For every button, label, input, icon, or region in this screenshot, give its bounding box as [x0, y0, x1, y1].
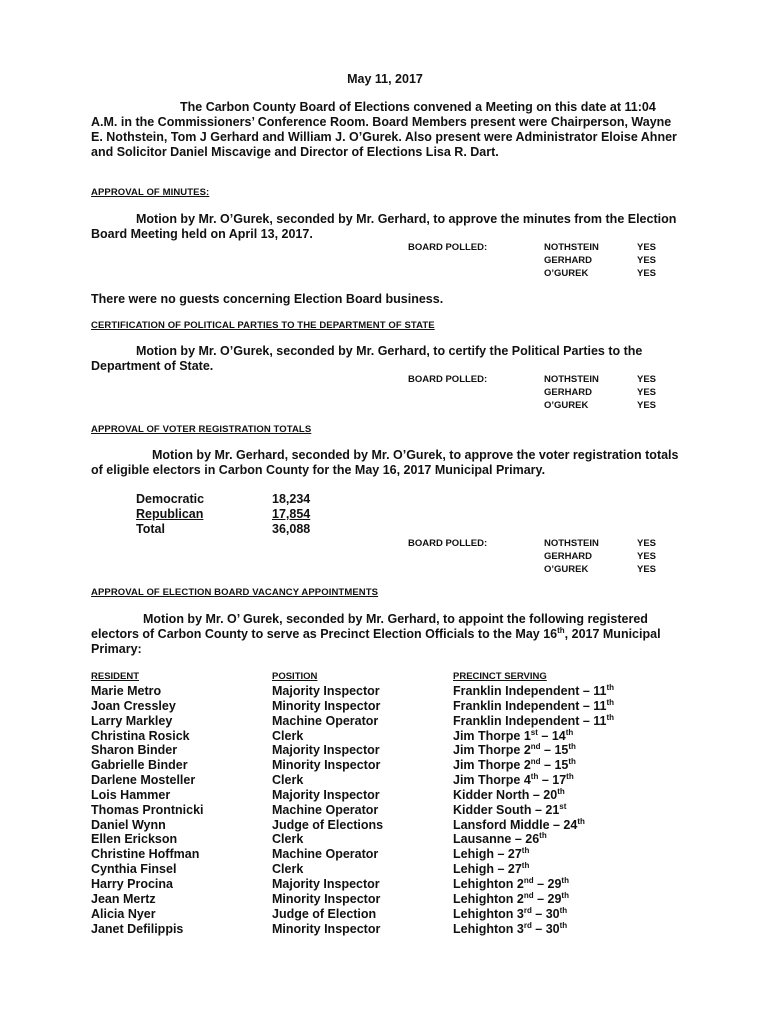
precinct-serving — [453, 743, 576, 757]
position-title: Minority Inspector — [272, 921, 381, 936]
precinct-serving — [453, 922, 567, 936]
precinct-text: – 15 — [540, 758, 569, 773]
precinct-serving — [453, 907, 567, 921]
precinct-serving — [453, 684, 614, 698]
ordinal-suffix: th — [568, 742, 576, 752]
heading-voter-registration: APPROVAL OF VOTER REGISTRATION TOTALS — [91, 424, 312, 435]
poll-vote: YES — [637, 374, 657, 385]
ordinal-suffix: th — [557, 626, 565, 635]
table-row — [91, 788, 691, 803]
precinct-text: Franklin Independent – 11 — [453, 684, 607, 698]
resident-name: Thomas Prontnicki — [91, 802, 204, 817]
table-row — [91, 847, 691, 862]
table-row — [91, 773, 691, 788]
table-row — [91, 729, 691, 744]
poll-row — [544, 374, 668, 387]
ordinal-suffix: th — [606, 683, 615, 692]
table-row — [91, 892, 691, 907]
table-row — [91, 803, 691, 818]
precinct-text: – 29 — [533, 891, 562, 906]
table-row — [91, 877, 691, 892]
total-value: 18,234 — [272, 492, 311, 506]
table-row — [91, 818, 691, 833]
precinct-text: Kidder South – 21 — [453, 802, 560, 817]
poll-member-name: GERHARD — [544, 255, 593, 266]
poll-member-name: GERHARD — [544, 551, 593, 562]
board-poll — [408, 374, 668, 414]
precinct-text: Jim Thorpe 2 — [453, 758, 531, 773]
ordinal-suffix: th — [559, 920, 568, 930]
precinct-text: Lehighton 3 — [453, 906, 524, 921]
precinct-text: – 17 — [538, 773, 567, 788]
poll-row — [544, 242, 668, 255]
position-title: Machine Operator — [272, 847, 379, 862]
precinct-serving — [453, 832, 547, 846]
ordinal-suffix: nd — [530, 742, 541, 752]
resident-name: Marie Metro — [91, 684, 162, 698]
motion-certify-parties: Motion by Mr. O’Gurek, seconded by Mr. Gerhard, to certify the Political Parties to the Department of State. — [91, 344, 643, 373]
precinct-text: – 30 — [531, 921, 560, 936]
ordinal-suffix: th — [566, 772, 574, 782]
table-row — [91, 714, 691, 729]
table-row — [91, 743, 691, 758]
precinct-serving — [453, 877, 569, 891]
precinct-serving — [453, 714, 614, 728]
board-polled-label: BOARD POLLED: — [408, 242, 488, 253]
total-label: Total — [136, 522, 165, 536]
position-title: Majority Inspector — [272, 743, 380, 758]
resident-name: Jean Mertz — [91, 891, 156, 906]
position-title: Machine Operator — [272, 713, 379, 728]
table-row — [91, 699, 691, 714]
appointments-table — [91, 684, 691, 936]
precinct-text: Kidder North – 20 — [453, 787, 558, 802]
precinct-serving — [453, 818, 585, 832]
ordinal-suffix: th — [561, 890, 569, 900]
position-title: Judge of Election — [272, 906, 377, 921]
position-title: Clerk — [272, 728, 304, 743]
ordinal-suffix: st — [559, 801, 567, 811]
table-row — [91, 684, 691, 699]
total-row-democratic — [136, 492, 336, 507]
position-title: Clerk — [272, 862, 304, 877]
poll-row — [544, 387, 668, 400]
precinct-text: Jim Thorpe 1 — [453, 728, 531, 743]
ordinal-suffix: th — [530, 772, 539, 782]
heading-certification: CERTIFICATION OF POLITICAL PARTIES TO THE DEPARTMENT OF STATE — [91, 320, 435, 331]
poll-vote: YES — [637, 564, 657, 575]
ordinal-suffix: nd — [523, 875, 534, 885]
ordinal-suffix: th — [539, 831, 547, 841]
poll-member-name: NOTHSTEIN — [544, 242, 599, 253]
resident-name: Daniel Wynn — [91, 817, 166, 832]
poll-member-name: GERHARD — [544, 387, 593, 398]
board-poll — [408, 242, 668, 282]
poll-member-name: NOTHSTEIN — [544, 374, 599, 385]
column-header-resident: RESIDENT — [91, 671, 140, 682]
ordinal-suffix: th — [577, 816, 585, 826]
ordinal-suffix: th — [521, 861, 530, 871]
precinct-text: Lehigh – 27 — [453, 862, 522, 877]
ordinal-suffix: st — [530, 727, 538, 737]
table-row — [91, 862, 691, 877]
table-row — [91, 922, 691, 937]
position-title: Minority Inspector — [272, 758, 381, 773]
position-title: Judge of Elections — [272, 817, 384, 832]
position-title: Machine Operator — [272, 802, 379, 817]
ordinal-suffix: th — [568, 757, 576, 767]
poll-member-name: O’GUREK — [544, 564, 589, 575]
table-row — [91, 907, 691, 922]
total-value: 36,088 — [272, 522, 311, 536]
poll-vote: YES — [637, 551, 657, 562]
precinct-text: Jim Thorpe 4 — [453, 773, 531, 788]
resident-name: Christine Hoffman — [91, 847, 200, 862]
ordinal-suffix: th — [557, 786, 565, 796]
total-label: Democratic — [136, 492, 205, 506]
precinct-serving — [453, 847, 529, 861]
ordinal-suffix: th — [606, 697, 615, 707]
poll-member-name: O’GUREK — [544, 400, 589, 411]
total-label: Republican — [136, 507, 204, 521]
precinct-serving — [453, 803, 566, 817]
poll-vote: YES — [637, 387, 657, 398]
heading-vacancy-appointments: APPROVAL OF ELECTION BOARD VACANCY APPOINTMENTS — [91, 587, 379, 598]
precinct-text: Franklin Independent – 11 — [453, 713, 607, 728]
position-title: Clerk — [272, 832, 304, 847]
precinct-serving — [453, 773, 574, 787]
poll-vote: YES — [637, 268, 657, 279]
precinct-text: Lehighton 2 — [453, 891, 524, 906]
precinct-text: Lehigh – 27 — [453, 847, 522, 862]
precinct-serving — [453, 758, 576, 772]
resident-name: Cynthia Finsel — [91, 862, 177, 877]
precinct-text: – 14 — [537, 728, 566, 743]
position-title: Majority Inspector — [272, 876, 380, 891]
no-guests-statement: There were no guests concerning Election Board business. — [91, 292, 444, 306]
poll-member-name: NOTHSTEIN — [544, 538, 599, 549]
heading-approval-of-minutes: APPROVAL OF MINUTES: — [91, 187, 210, 198]
position-title: Majority Inspector — [272, 787, 380, 802]
meeting-date: May 11, 2017 — [347, 72, 423, 86]
resident-name: Darlene Mosteller — [91, 773, 196, 788]
precinct-text: Jim Thorpe 2 — [453, 743, 531, 758]
poll-row — [544, 564, 668, 577]
ordinal-suffix: th — [606, 712, 615, 722]
total-row-total — [136, 522, 336, 537]
motion-voter-registration: Motion by Mr. Gerhard, seconded by Mr. O’Gurek, to approve the voter registration totals of eligible electors in Carbon County for the May 16, 2017 Municipal Primary. — [91, 448, 679, 477]
precinct-text: Lausanne – 26 — [453, 832, 540, 847]
position-title: Clerk — [272, 773, 304, 788]
total-value: 17,854 — [272, 507, 311, 521]
resident-name: Harry Procina — [91, 876, 173, 891]
motion-approve-minutes: Motion by Mr. O’Gurek, seconded by Mr. Gerhard, to approve the minutes from the Election Board Meeting held on April 13, 2017. — [91, 212, 677, 241]
position-title: Minority Inspector — [272, 698, 381, 713]
poll-row — [544, 538, 668, 551]
total-row-republican — [136, 507, 336, 522]
poll-member-name: O’GUREK — [544, 268, 589, 279]
resident-name: Alicia Nyer — [91, 906, 156, 921]
resident-name: Joan Cressley — [91, 698, 176, 713]
precinct-text: – 15 — [540, 743, 569, 758]
ordinal-suffix: nd — [523, 890, 534, 900]
poll-row — [544, 551, 668, 564]
motion-text: , 2017 Municipal Primary: — [91, 627, 661, 656]
board-polled-label: BOARD POLLED: — [408, 374, 488, 385]
resident-name: Christina Rosick — [91, 728, 190, 743]
precinct-text: Lansford Middle – 24 — [453, 817, 578, 832]
poll-vote: YES — [637, 400, 657, 411]
position-title: Majority Inspector — [272, 684, 380, 698]
poll-vote: YES — [637, 242, 657, 253]
column-header-precinct: PRECINCT SERVING — [453, 671, 547, 682]
precinct-text: Franklin Independent – 11 — [453, 698, 607, 713]
resident-name: Lois Hammer — [91, 787, 171, 802]
precinct-serving — [453, 788, 565, 802]
board-poll — [408, 538, 668, 578]
precinct-text: Lehighton 3 — [453, 921, 524, 936]
precinct-serving — [453, 892, 569, 906]
poll-vote: YES — [637, 255, 657, 266]
precinct-serving — [453, 862, 529, 876]
ordinal-suffix: th — [559, 905, 568, 915]
resident-name: Larry Markley — [91, 713, 173, 728]
precinct-text: – 29 — [533, 876, 562, 891]
poll-row — [544, 400, 668, 413]
intro-paragraph: The Carbon County Board of Elections convened a Meeting on this date at 11:04 A.M. in the Commissioners’ Conference Room. Board Members present were Chairperson, Wayne E. Nothstein, Tom J Gerhard and William J. O’Gurek. Also present were Administrator Eloise Ahner and Solicitor Daniel Miscavige and Director of Elections Lisa R. Dart. — [91, 100, 677, 159]
ordinal-suffix: th — [565, 727, 574, 737]
ordinal-suffix: rd — [523, 920, 532, 930]
table-row — [91, 832, 691, 847]
precinct-serving — [453, 729, 573, 743]
position-title: Minority Inspector — [272, 891, 381, 906]
poll-vote: YES — [637, 538, 657, 549]
resident-name: Sharon Binder — [91, 743, 178, 758]
resident-name: Gabrielle Binder — [91, 758, 188, 773]
resident-name: Ellen Erickson — [91, 832, 178, 847]
poll-row — [544, 268, 668, 281]
precinct-serving — [453, 699, 614, 713]
precinct-text: Lehighton 2 — [453, 876, 524, 891]
precinct-text: – 30 — [531, 906, 560, 921]
poll-row — [544, 255, 668, 268]
ordinal-suffix: th — [521, 846, 530, 856]
table-row — [91, 758, 691, 773]
column-header-position: POSITION — [272, 671, 318, 682]
motion-text: Motion by Mr. O’ Gurek, seconded by Mr. Gerhard, to appoint the following registered electors of Carbon County to serve as Precinct Election Officials to the May 16 — [91, 612, 648, 641]
registration-totals — [136, 492, 336, 537]
ordinal-suffix: th — [561, 875, 569, 885]
resident-name: Janet Defilippis — [91, 921, 184, 936]
ordinal-suffix: nd — [530, 757, 541, 767]
board-polled-label: BOARD POLLED: — [408, 538, 488, 549]
ordinal-suffix: rd — [523, 905, 532, 915]
motion-vacancy-appointments — [91, 612, 681, 657]
